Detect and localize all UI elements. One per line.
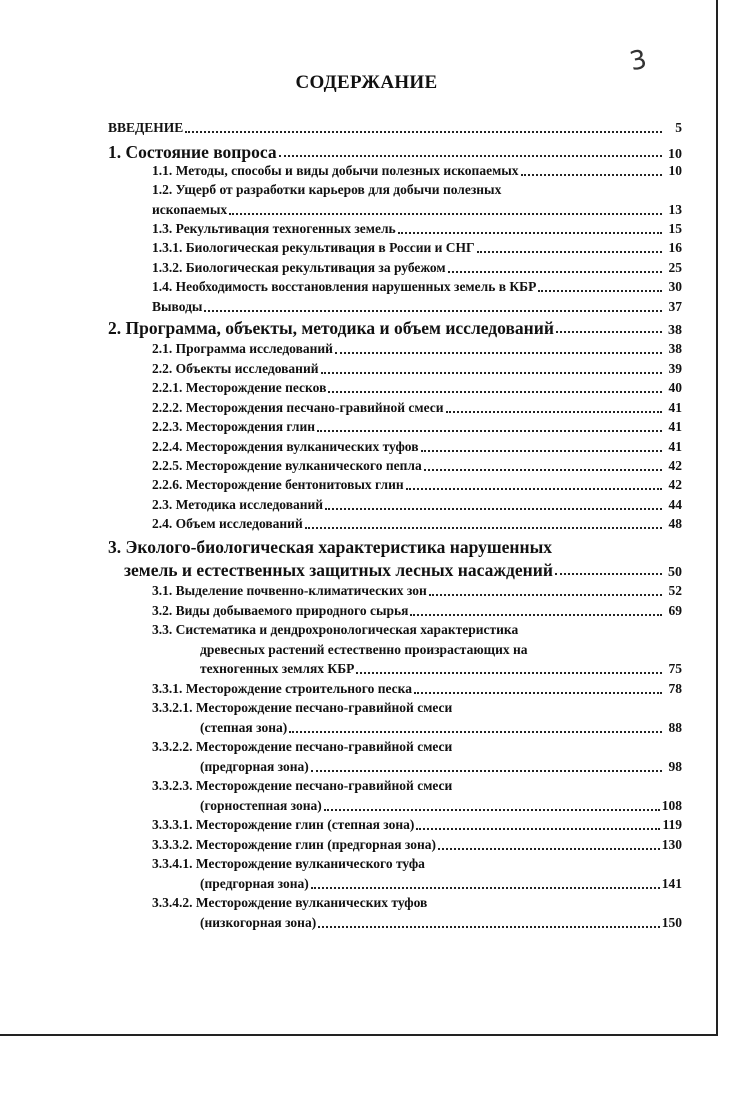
- toc-dot-leader: [398, 231, 662, 234]
- toc-entry-page: 13: [668, 202, 682, 217]
- toc-entry: [152, 378, 682, 398]
- toc-entry-title: 1.2. Ущерб от разработки карьеров для добычи полезных: [152, 182, 502, 197]
- toc-entry-title: 3. Эколого-биологическая характеристика нарушенных: [108, 537, 552, 557]
- toc-entry: [152, 854, 560, 874]
- toc-dot-leader: [305, 526, 662, 529]
- toc-entry: [108, 142, 682, 162]
- toc-entry: [152, 359, 682, 379]
- toc-dot-leader: [448, 270, 662, 273]
- toc-dot-leader: [429, 593, 662, 596]
- toc-entry: [152, 200, 682, 220]
- toc-entry-title: (низкогорная зона): [200, 915, 317, 930]
- toc-dot-leader: [477, 250, 662, 253]
- toc-dot-leader: [185, 130, 662, 133]
- toc-entry-title: 2.1. Программа исследований: [152, 341, 333, 356]
- toc-entry-title: 3.3.3.1. Месторождение глин (степная зона): [152, 817, 415, 832]
- toc-entry-page: 119: [662, 817, 682, 832]
- toc-dot-leader: [406, 487, 662, 490]
- toc-entry-title: 2.2. Объекты исследований: [152, 361, 319, 376]
- toc-entry-page: 39: [668, 361, 682, 376]
- toc-entry-page: 75: [668, 661, 682, 676]
- toc-dot-leader: [324, 808, 660, 811]
- toc-entry-page: 30: [668, 279, 682, 294]
- toc-entry-title: (степная зона): [200, 720, 288, 735]
- toc-entry-title: древесных растений естественно произрастающих на: [200, 642, 528, 657]
- toc-entry-title: 2.2.6. Месторождение бентонитовых глин: [152, 477, 404, 492]
- toc-entry: [200, 757, 682, 777]
- toc-entry-page: 10: [668, 147, 682, 162]
- toc-entry-title: 3.2. Виды добываемого природного сырья: [152, 603, 409, 618]
- toc-entry-title: ВВЕДЕНИЕ: [108, 120, 184, 135]
- toc-entry: [152, 219, 682, 239]
- toc-entry: [152, 475, 682, 495]
- toc-entry-page: 50: [668, 565, 682, 580]
- toc-dot-leader: [311, 769, 662, 772]
- toc-entry-title: техногенных землях КБР: [200, 661, 355, 676]
- toc-dot-leader: [328, 390, 662, 393]
- toc-dot-leader: [229, 212, 662, 215]
- toc-entry-title: (горностепная зона): [200, 798, 322, 813]
- toc-entry-page: 25: [668, 260, 682, 275]
- toc-entry-title: 1.3.1. Биологическая рекультивация в России и СНГ: [152, 240, 475, 255]
- toc-entry-page: 69: [668, 603, 682, 618]
- toc-entry-title: Выводы: [152, 299, 203, 314]
- toc-entry: [152, 161, 682, 181]
- toc-dot-leader: [318, 925, 660, 928]
- toc-entry: [200, 913, 682, 933]
- toc-entry-title: 3.3.4.1. Месторождение вулканического туфа: [152, 856, 425, 871]
- toc-entry: [108, 318, 682, 338]
- toc-entry-page: 41: [668, 400, 682, 415]
- toc-dot-leader: [556, 330, 662, 333]
- toc-entry: [152, 679, 682, 699]
- toc-dot-leader: [521, 173, 662, 176]
- toc-entry-title: 3.3.2.2. Месторождение песчано-гравийной смеси: [152, 739, 453, 754]
- toc-entry-title: 2. Программа, объекты, методика и объем исследований: [108, 318, 554, 338]
- toc-entry-title: 3.3.3.2. Месторождение глин (предгорная зона): [152, 837, 437, 852]
- toc-dot-leader: [317, 429, 662, 432]
- toc-entry: [152, 698, 560, 718]
- toc-entry-title: 2.2.3. Месторождения глин: [152, 419, 316, 434]
- toc-entry-title: ископаемых: [152, 202, 228, 217]
- toc-entry-title: (предгорная зона): [200, 759, 309, 774]
- page-title: СОДЕРЖАНИЕ: [295, 72, 438, 93]
- toc-dot-leader: [421, 449, 663, 452]
- toc-entry: [200, 640, 640, 660]
- toc-entry: [200, 874, 682, 894]
- toc-entry-title: (предгорная зона): [200, 876, 309, 891]
- toc-entry-title: 3.3. Систематика и дендрохронологическая характеристика: [152, 622, 519, 637]
- toc-entry-page: 38: [668, 341, 682, 356]
- toc-entry-page: 40: [668, 380, 682, 395]
- toc-entry-title: 1.1. Методы, способы и виды добычи полезных ископаемых: [152, 163, 519, 178]
- toc-entry: [200, 659, 682, 679]
- toc-entry-page: 52: [668, 583, 682, 598]
- toc-entry-page: 41: [668, 419, 682, 434]
- toc-entry: [152, 437, 682, 457]
- toc-entry: [152, 417, 682, 437]
- toc-entry-title: 3.3.4.2. Месторождение вулканических туфов: [152, 895, 428, 910]
- toc-entry: [124, 560, 682, 580]
- toc-dot-leader: [325, 507, 662, 510]
- toc-entry-page: 44: [668, 497, 682, 512]
- toc-entry-title: 2.3. Методика исследований: [152, 497, 324, 512]
- toc-entry-page: 130: [661, 837, 682, 852]
- toc-entry-title: 2.2.5. Месторождение вулканического пепла: [152, 458, 422, 473]
- toc-dot-leader: [414, 691, 662, 694]
- toc-dot-leader: [446, 410, 662, 413]
- toc-dot-leader: [410, 613, 662, 616]
- toc-dot-leader: [321, 371, 663, 374]
- toc-dot-leader: [311, 886, 660, 889]
- toc-entry: [152, 277, 682, 297]
- toc-entry-title: 3.3.2.3. Месторождение песчано-гравийной смеси: [152, 778, 453, 793]
- toc-entry: [152, 238, 682, 258]
- toc-entry: [152, 581, 682, 601]
- toc-entry: [108, 537, 620, 557]
- toc-entry-page: 78: [668, 681, 682, 696]
- toc-entry: [152, 258, 682, 278]
- toc-entry-title: 3.1. Выделение почвенно-климатических зон: [152, 583, 427, 598]
- toc-entry: [152, 398, 682, 418]
- toc-dot-leader: [335, 351, 662, 354]
- toc-entry-title: 3.3.1. Месторождение строительного песка: [152, 681, 412, 696]
- toc-dot-leader: [289, 730, 662, 733]
- toc-entry: [152, 620, 620, 640]
- toc-entry: [200, 796, 682, 816]
- toc-entry-title: 1.3. Рекультивация техногенных земель: [152, 221, 396, 236]
- toc-entry: [108, 118, 682, 138]
- toc-entry: [152, 893, 560, 913]
- toc-entry-title: 2.4. Объем исследований: [152, 516, 303, 531]
- toc-dot-leader: [279, 154, 662, 157]
- toc-entry: [152, 339, 682, 359]
- toc-entry-title: 3.3.2.1. Месторождение песчано-гравийной смеси: [152, 700, 453, 715]
- toc-entry-page: 15: [668, 221, 682, 236]
- toc-entry: [200, 718, 682, 738]
- toc-entry-title: 2.2.2. Месторождения песчано-гравийной смеси: [152, 400, 444, 415]
- toc-entry: [152, 835, 682, 855]
- toc-entry-title: 1.3.2. Биологическая рекультивация за рубежом: [152, 260, 446, 275]
- toc-entry: [152, 737, 560, 757]
- toc-dot-leader: [424, 468, 662, 471]
- toc-entry-page: 88: [668, 720, 682, 735]
- handwritten-page-number: 3: [627, 44, 650, 78]
- toc-entry-title: 1.4. Необходимость восстановления нарушенных земель в КБР: [152, 279, 537, 294]
- toc-entry-page: 141: [661, 876, 682, 891]
- toc-entry: [152, 495, 682, 515]
- toc-entry-title: 2.2.1. Месторождение песков: [152, 380, 327, 395]
- toc-dot-leader: [416, 827, 660, 830]
- toc-entry: [152, 514, 682, 534]
- toc-dot-leader: [538, 289, 662, 292]
- toc-dot-leader: [438, 847, 660, 850]
- toc-dot-leader: [204, 309, 662, 312]
- toc-entry-page: 37: [668, 299, 682, 314]
- toc-entry-title: 1. Состояние вопроса: [108, 142, 277, 162]
- toc-entry-page: 98: [668, 759, 682, 774]
- toc-dot-leader: [555, 572, 662, 575]
- toc-entry-page: 38: [668, 323, 682, 338]
- toc-entry: [152, 180, 600, 200]
- toc-entry-page: 150: [661, 915, 682, 930]
- toc-entry-page: 48: [668, 516, 682, 531]
- toc-entry-page: 41: [668, 439, 682, 454]
- toc-entry-page: 10: [668, 163, 682, 178]
- toc-entry: [152, 815, 682, 835]
- toc-entry-page: 5: [675, 120, 682, 135]
- toc-entry-page: 108: [661, 798, 682, 813]
- toc-dot-leader: [356, 671, 662, 674]
- toc-entry: [152, 456, 682, 476]
- toc-entry-page: 16: [668, 240, 682, 255]
- toc-entry-title: 2.2.4. Месторождения вулканических туфов: [152, 439, 419, 454]
- toc-entry: [152, 776, 560, 796]
- toc-entry-page: 42: [668, 458, 682, 473]
- toc-entry: [152, 297, 682, 317]
- toc-entry-title: земель и естественных защитных лесных насаждений: [124, 560, 553, 580]
- toc-entry: [152, 601, 682, 621]
- toc-entry-page: 42: [668, 477, 682, 492]
